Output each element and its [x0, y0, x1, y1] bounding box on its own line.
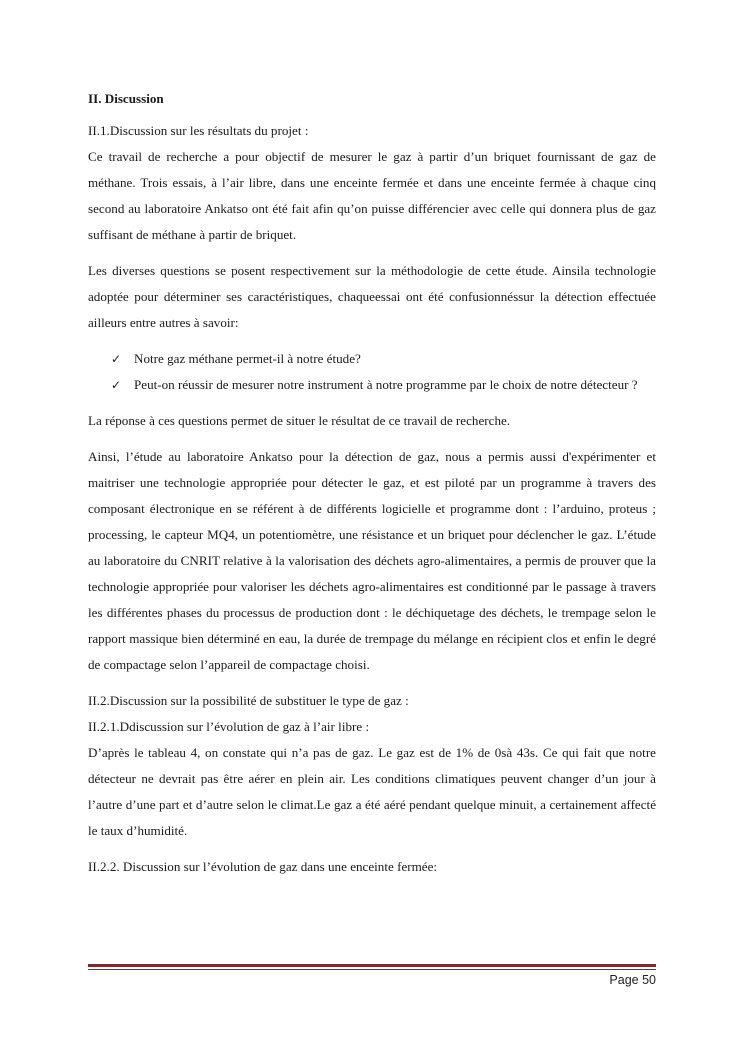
paragraph-answer: La réponse à ces questions permet de situer le résultat de ce travail de recherche.: [88, 413, 511, 428]
list-item: [88, 346, 656, 372]
subsection-title-substitution: II.2.Discussion sur la possibilité de substituer le type de gaz :: [88, 693, 409, 708]
check-icon: ✓: [111, 378, 122, 392]
list-item: [88, 372, 656, 398]
paragraph-questions-intro: Les diverses questions se posent respectivement sur la méthodologie de cette étude. Ainsila technologie adoptée pour déterminer ses caractéristiques, chaqueessai ont été confusionnéssur la détection effectuée ailleurs entre autres à savoir:: [88, 263, 656, 330]
subsection-title-results: II.1.Discussion sur les résultats du projet :: [88, 123, 309, 138]
footer-divider: [88, 964, 656, 967]
check-icon: ✓: [111, 352, 122, 366]
question-list: [88, 346, 656, 398]
section-title: II. Discussion: [88, 91, 164, 106]
subsection-title-open-air: II.2.1.Ddiscussion sur l’évolution de gaz à l’air libre :: [88, 719, 370, 734]
list-item-text: Peut-on réussir de mesurer notre instrument à notre programme par le choix de notre détecteur ?: [134, 377, 638, 392]
paragraph-ankatso-study: Ainsi, l’étude au laboratoire Ankatso pour la détection de gaz, nous a permis aussi d'expérimenter et maitriser une technologie appropriée pour détecter le gaz, et est piloté par un programme à travers des composant électronique en se référent à de différents logicielle et programme dont : l’arduino, proteus ; processing, le capteur MQ4, un potentiomètre, une résistance et un briquet pour déclencher le gaz. L’étude au laboratoire du CNRIT relative à la valorisation des déchets agro-alimentaires, a permis de prouver que la technologie appropriée pour valoriser les déchets agro-alimentaires est conditionné par le passage à travers les différentes phases du processus de production dont : le déchiquetage des déchets, le trempage selon le rapport massique bien déterminé en eau, la durée de trempage du mélange en récipient clos et enfin le degré de compactage selon l’appareil de compactage choisi.: [88, 449, 656, 672]
list-item-text: Notre gaz méthane permet-il à notre étude?: [134, 351, 361, 366]
page-content: [88, 86, 656, 880]
paragraph-open-air: D’après le tableau 4, on constate qui n’a pas de gaz. Le gaz est de 1% de 0sà 43s. Ce qui fait que notre détecteur ne devrait pas être aérer en plein air. Les conditions climatiques peuvent changer d’un jour à l’autre d’une part et d’autre selon le climat.Le gaz a été aéré pendant quelque minuit, a certainement affecté le taux d’humidité.: [88, 745, 656, 838]
footer-divider-thin: [88, 969, 656, 970]
page-number: Page 50: [609, 973, 656, 987]
paragraph-objective: Ce travail de recherche a pour objectif de mesurer le gaz à partir d’un briquet fournissant de gaz de méthane. Trois essais, à l’air libre, dans une enceinte fermée et dans une enceinte fermée à chaque cinq second au laboratoire Ankatso ont été fait afin qu’on puisse différencier avec celle qui donnera plus de gaz suffisant de méthane à partir de briquet.: [88, 149, 656, 242]
subsection-title-closed-enclosure: II.2.2. Discussion sur l’évolution de gaz dans une enceinte fermée:: [88, 859, 438, 874]
